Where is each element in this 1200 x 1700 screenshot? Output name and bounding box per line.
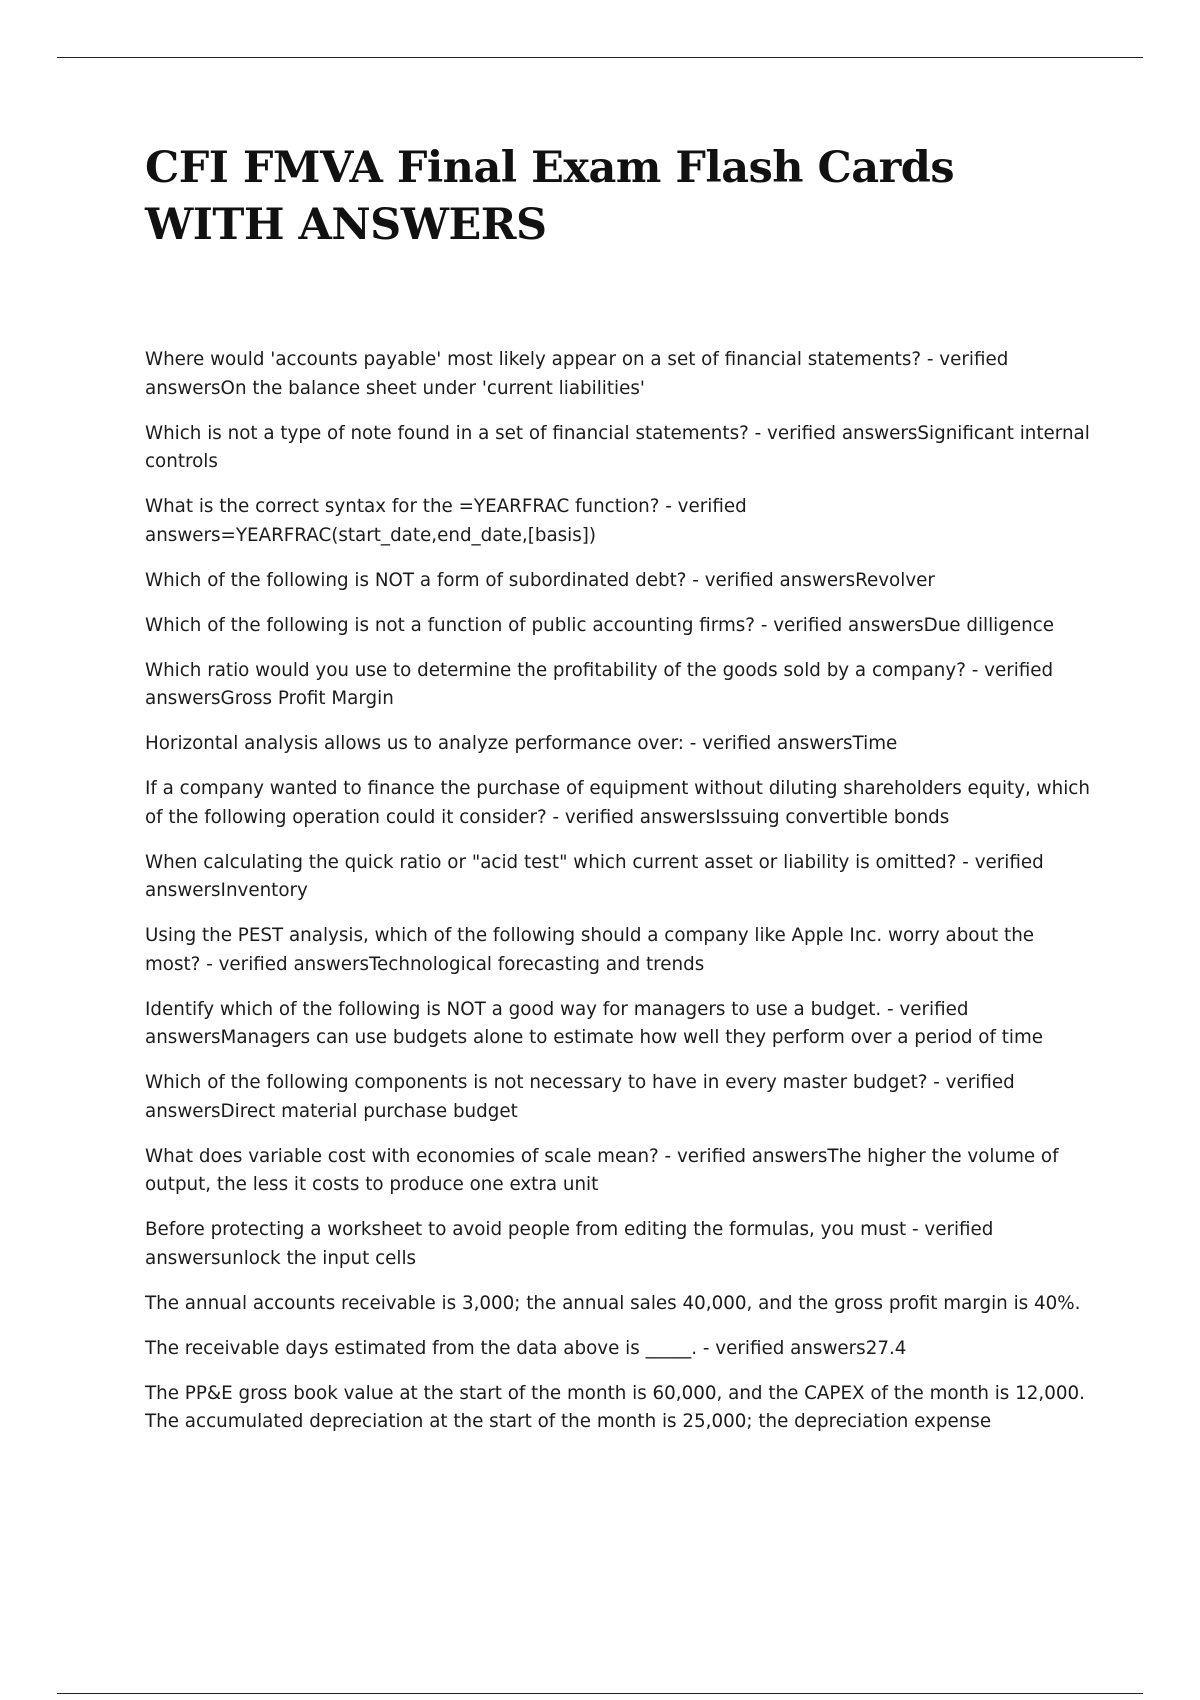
flash-card-item: Which of the following is NOT a form of subordinated debt? - verified answersRevolver (145, 569, 935, 591)
flash-card-list (145, 346, 1090, 1453)
flash-card-item: What is the correct syntax for the =YEARFRAC function? - verified answers=YEARFRAC(start_date,end_date,[basis]) (145, 496, 747, 546)
flash-card-item: Which ratio would you use to determine the profitability of the goods sold by a company? - verified answersGross Profit Margin (145, 659, 1054, 709)
bottom-rule (57, 1693, 1143, 1694)
flash-card-item: Using the PEST analysis, which of the following should a company like Apple Inc. worry about the most? - verified answersTechnological forecasting and trends (145, 925, 1035, 975)
top-rule (57, 57, 1143, 58)
flash-card-item: The annual accounts receivable is 3,000; the annual sales 40,000, and the gross profit margin is 40%. (145, 1292, 1081, 1314)
flash-card-item: If a company wanted to finance the purchase of equipment without diluting shareholders equity, which of the following operation could it consider? - verified answersIssuing convertible bonds (145, 778, 1090, 828)
flash-card-item: Which of the following is not a function of public accounting firms? - verified answersDue dilligence (145, 614, 1054, 636)
flash-card-item: The PP&E gross book value at the start of the month is 60,000, and the CAPEX of the month is 12,000. The accumulated depreciation at the start of the month is 25,000; the depreciation expense (145, 1382, 1085, 1432)
flash-card-item: Identify which of the following is NOT a good way for managers to use a budget. - verified answersManagers can use budgets alone to estimate how well they perform over a period of time (145, 998, 1044, 1048)
flash-card-item: When calculating the quick ratio or "acid test" which current asset or liability is omitted? - verified answersInventory (145, 851, 1044, 901)
flash-card-item: Where would 'accounts payable' most likely appear on a set of financial statements? - verified answersOn the balance sheet under 'current liabilities' (145, 349, 1009, 399)
document-title: CFI FMVA Final Exam Flash Cards WITH ANSWERS (145, 143, 955, 250)
flash-card-item: Before protecting a worksheet to avoid people from editing the formulas, you must - verified answersunlock the input cells (145, 1219, 994, 1269)
flash-card-item: Which is not a type of note found in a set of financial statements? - verified answersSignificant internal controls (145, 422, 1090, 472)
flash-card-item: Which of the following components is not necessary to have in every master budget? - verified answersDirect material purchase budget (145, 1072, 1015, 1122)
flash-card-item: What does variable cost with economies of scale mean? - verified answersThe higher the volume of output, the less it costs to produce one extra unit (145, 1145, 1059, 1195)
flash-card-item: The receivable days estimated from the data above is _____. - verified answers27.4 (145, 1337, 907, 1359)
flash-card-item: Horizontal analysis allows us to analyze performance over: - verified answersTime (145, 733, 898, 754)
